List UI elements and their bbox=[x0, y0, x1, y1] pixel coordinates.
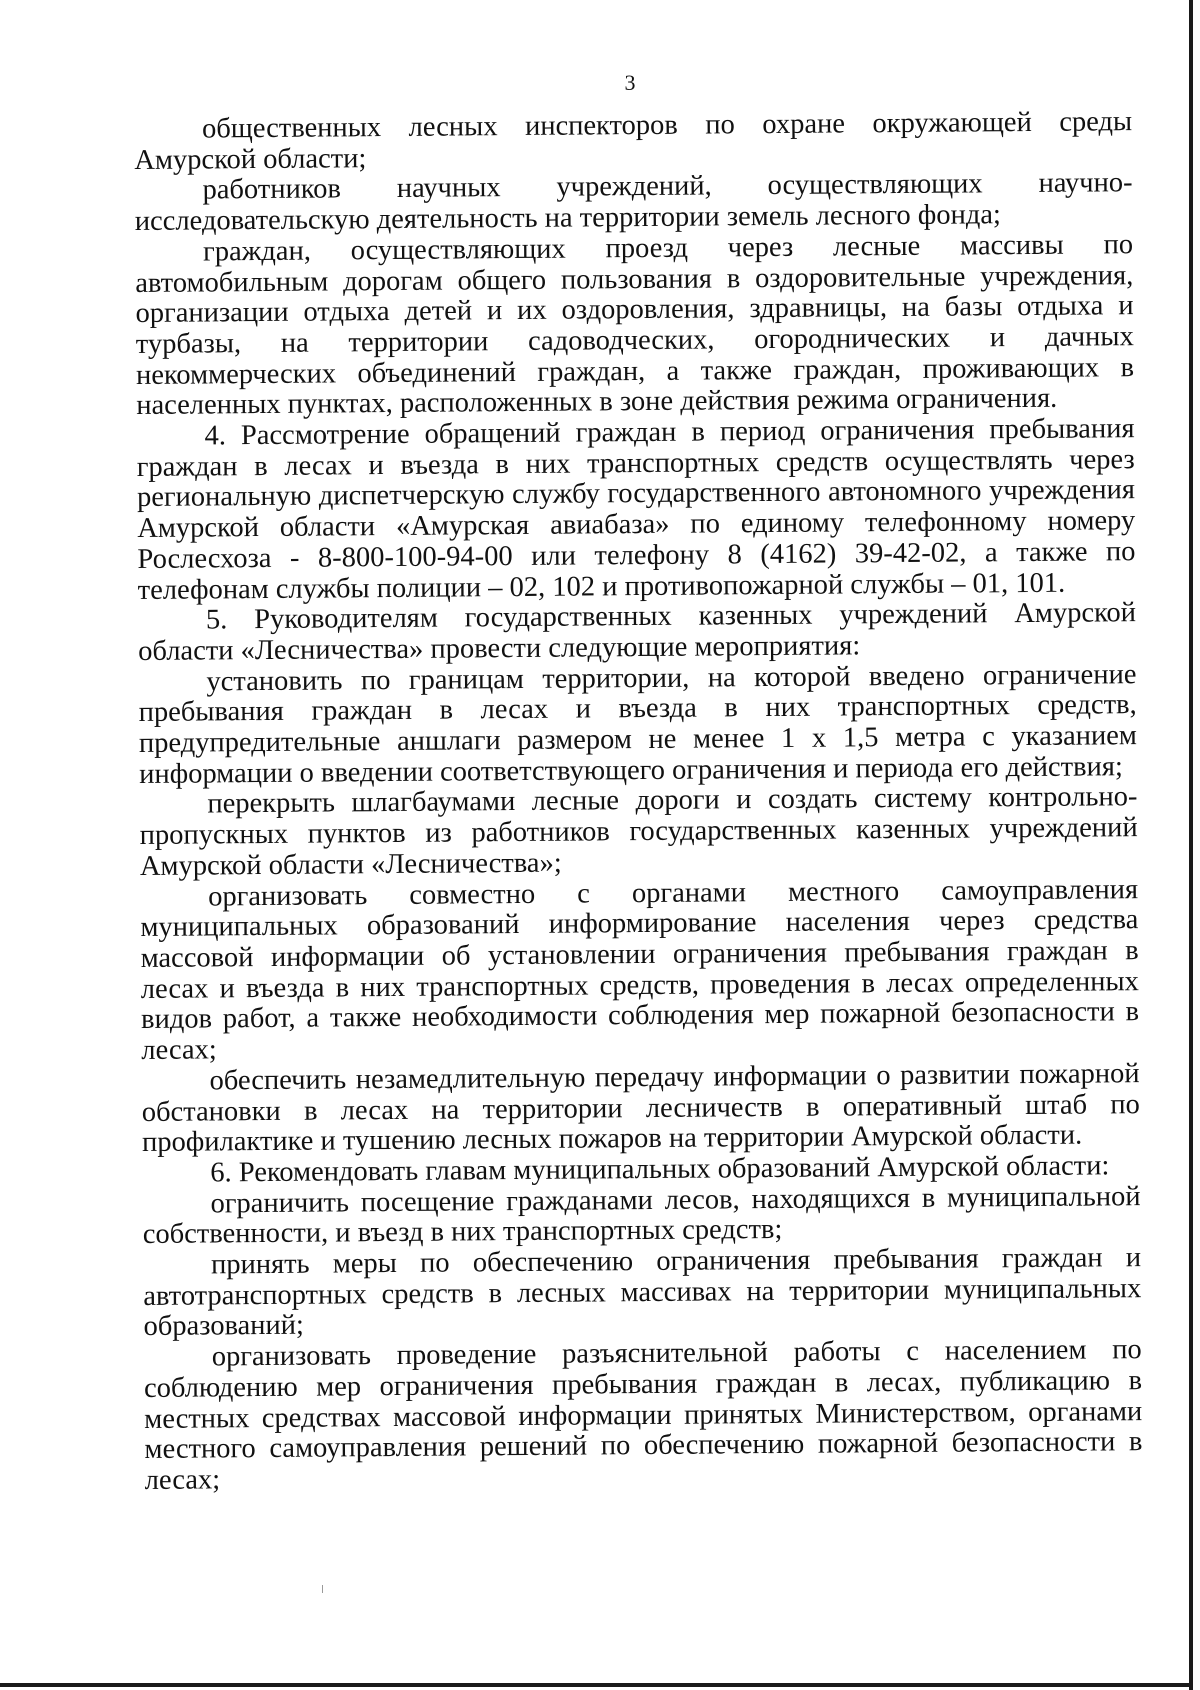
scan-edge-bottom bbox=[0, 1683, 1193, 1687]
paragraph: 5. Руководителям государственных казенных учреждений Амурской области «Лесничества» провести следующие мероприятия: bbox=[138, 597, 1137, 667]
paragraph: установить по границам территории, на которой введено ограничение пребывания граждан в лесах и въезда в них транспортных средств, предупредительные аншлаги размером не менее 1 х 1,5 метра с указанием информации о введении соответствующего ограничения и периода его действия; bbox=[138, 658, 1138, 790]
paragraph: работников научных учреждений, осуществляющих научно-исследовательскую деятельность на территории земель лесного фонда; bbox=[134, 167, 1133, 238]
scan-speck bbox=[322, 1585, 323, 1593]
paragraph: перекрыть шлагбаумами лесные дороги и создать систему контрольно-пропускных пунктов из работников государственных казенных учреждений Амурской области «Лесничества»; bbox=[139, 781, 1138, 882]
paragraph: 4. Рассмотрение обращений граждан в период ограничения пребывания граждан в лесах и въезда в них транспортных средств осуществлять через региональную диспетчерскую службу государственного автономного учреждения Амурской области «Амурская авиабаза» по единому телефонному номеру Рослесхоза - 8-800-100-94-00 или телефону 8 (4162) 39-42-02, а также по телефонам службы полиции – 02, 102 и противопожарной службы – 01, 101. bbox=[136, 413, 1136, 606]
paragraph: организовать совместно с органами местного самоуправления муниципальных образований информирование населения через средства массовой информации об установлении ограничения пребывания граждан в лесах и въезда в них транспортных средств, проведения в лесах определенных видов работ, а также необходимости соблюдения мер пожарной безопасности в лесах; bbox=[140, 873, 1140, 1067]
paragraph: обеспечить незамедлительную передачу информации о развитии пожарной обстановки в лесах на территории лесничеств в оперативный штаб по профилактике и тушению лесных пожаров на территории Амурской области. bbox=[141, 1057, 1140, 1159]
scan-edge-right bbox=[1189, 0, 1193, 1690]
document-body bbox=[134, 107, 1143, 1496]
paragraph: организовать проведение разъяснительной работы с населением по соблюдению мер ограничения пребывания граждан в лесах, публикацию в местных средствах массовой информации принятых Министерством, органами местного самоуправления решений по обеспечению пожарной безопасности в лесах; bbox=[143, 1334, 1143, 1496]
page-number: 3 bbox=[624, 70, 636, 95]
paragraph: общественных лесных инспекторов по охране окружающей среды Амурской области; bbox=[134, 106, 1133, 176]
paragraph: 6. Рекомендовать главам муниципальных образований Амурской области: bbox=[210, 1150, 1110, 1189]
paragraph: ограничить посещение гражданами лесов, находящихся в муниципальной собственности, и въезд в них транспортных средств; bbox=[142, 1180, 1141, 1251]
paragraph: принять меры по обеспечению ограничения пребывания граждан и автотранспортных средств в лесных массивах на территории муниципальных образований; bbox=[143, 1242, 1142, 1343]
paragraph: граждан, осуществляющих проезд через лесные массивы по автомобильным дорогам общего пользования в оздоровительные учреждения, организации отдыха детей и их оздоровления, здравницы, на базы отдыха и турбазы, на территории садоводческих, огороднических и дачных некоммерческих объединений граждан, а также граждан, проживающих в населенных пунктах, расположенных в зоне действия режима ограничения. bbox=[135, 228, 1135, 422]
